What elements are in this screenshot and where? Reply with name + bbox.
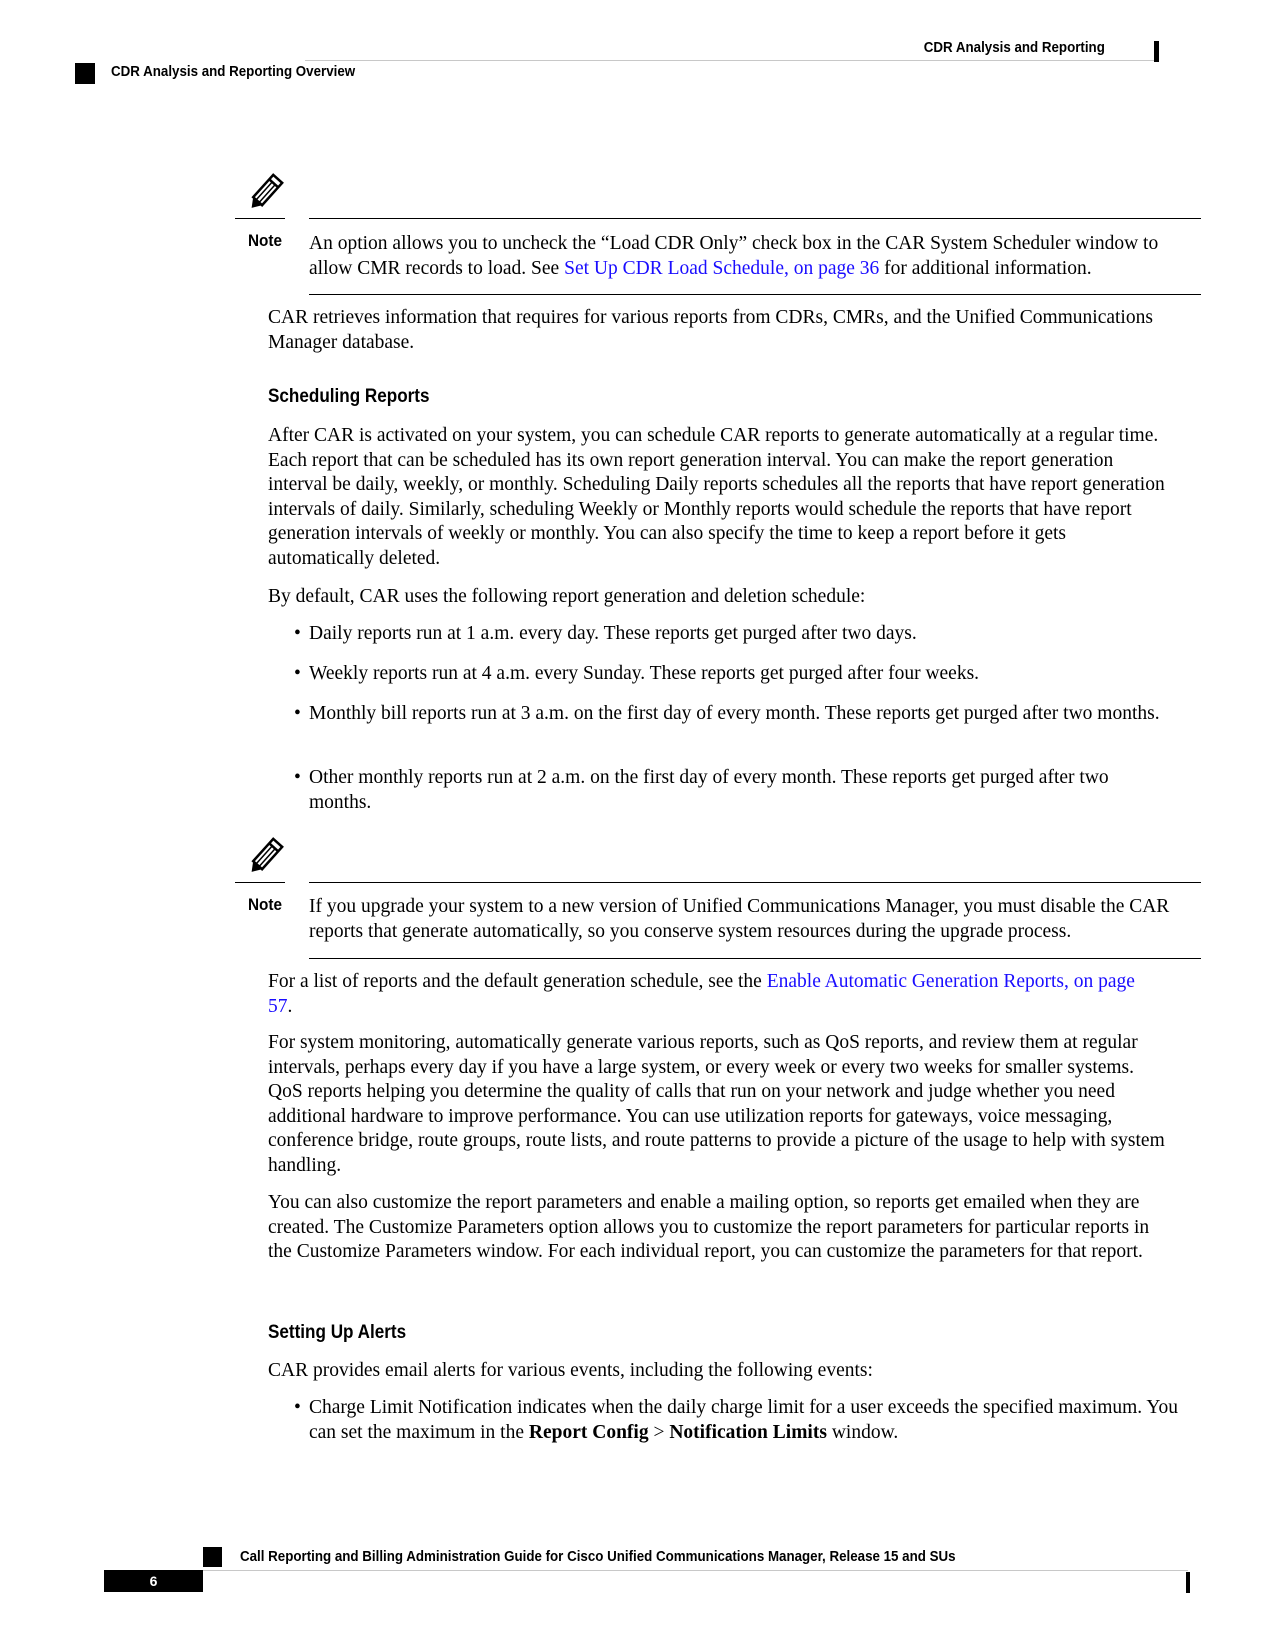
header-rule (305, 60, 1154, 61)
list-item-text: Daily reports run at 1 a.m. every day. These reports get purged after two days. (309, 623, 917, 644)
menu-separator: > (648, 1421, 670, 1443)
list-item-text: Other monthly reports run at 2 a.m. on the first day of every month. These reports get purged after two months. (309, 767, 1109, 813)
system-monitoring-paragraph: For system monitoring, automatically generate various reports, such as QoS reports, and review them at regular intervals, perhaps every day if you have a large system, or every week or every two weeks for smaller systems. QoS reports helping you determine the quality of calls that run on your network and judge whether you need additional hardware to improve performance. You can use utilization reports for gateways, voice messaging, conference bridge, route groups, route lists, and route patterns to provide a picture of the usage to help with system handling. (268, 1032, 1165, 1176)
note-top-rule (309, 218, 1201, 219)
note-label: Note (248, 231, 283, 250)
scheduling-paragraph-1: After CAR is activated on your system, you can schedule CAR reports to generate automatically at a regular time. Each report that can be scheduled has its own report generation interval. You can make the report generation interval be daily, weekly, or monthly. Scheduling Daily reports schedules all the reports that have report generation intervals of daily. Similarly, scheduling Weekly or Monthly reports would schedule the reports that have report generation intervals of weekly or monthly. You can also specify the time to keep a report before it gets automatically deleted. (268, 425, 1165, 569)
list-item-text: Weekly reports run at 4 a.m. every Sunday. These reports get purged after four weeks. (309, 663, 980, 684)
section-heading-scheduling-reports: Scheduling Reports (268, 386, 430, 407)
notification-limits-menu-label: Notification Limits (669, 1421, 827, 1443)
list-item-text (294, 1396, 1184, 1445)
report-config-menu-label: Report Config (528, 1421, 649, 1443)
header-bar-marker (1154, 41, 1159, 62)
alerts-paragraph: CAR provides email alerts for various events, including the following events: (268, 1360, 873, 1381)
charge-limit-text: Charge Limit Notification indicates when the daily charge limit for a user exceeds the specified maximum. You can set the maximum in the (309, 1397, 1178, 1443)
scheduling-paragraph-2: By default, CAR uses the following report generation and deletion schedule: (268, 586, 866, 607)
charge-limit-text-end: window. (826, 1421, 899, 1443)
footer-rule (203, 1570, 1188, 1571)
report-list-text-end: . (287, 995, 293, 1017)
footer-square-marker (203, 1547, 222, 1567)
note-icon-rule (235, 218, 285, 219)
list-item: • Weekly reports run at 4 a.m. every Sunday. These reports get purged after four weeks. (294, 662, 1164, 687)
note-text: If you upgrade your system to a new version of Unified Communications Manager, you must disable the CAR reports that generate automatically, so you conserve system resources during the upgrade process. (309, 896, 1170, 942)
customize-parameters-paragraph: You can also customize the report parameters and enable a mailing option, so reports get emailed when they are created. The Customize Parameters option allows you to customize the report parameters for particular reports in the Customize Parameters window. For each individual report, you can customize the parameters for that report. (268, 1192, 1150, 1262)
list-item-text: Monthly bill reports run at 3 a.m. on the first day of every month. These reports get purged after two months. (309, 703, 1160, 724)
note-text (309, 232, 1204, 281)
note-label: Note (248, 895, 283, 914)
note-text-line1: An option allows you to uncheck the “Load CDR Only” check box in the CAR System Scheduler window to (309, 233, 1159, 254)
running-header-chapter: CDR Analysis and Reporting (923, 40, 1105, 56)
note-icon-rule (235, 882, 285, 883)
header-square-marker (75, 63, 95, 84)
report-list-text: For a list of reports and the default generation schedule, see the (268, 971, 767, 992)
list-item: • Daily reports run at 1 a.m. every day. These reports get purged after two days. (294, 622, 1164, 647)
set-up-cdr-load-schedule-link[interactable]: Set Up CDR Load Schedule, on page 36 (564, 257, 880, 279)
list-item: • Monthly bill reports run at 3 a.m. on the first day of every month. These reports get purged after two months. (294, 702, 1164, 727)
pencil-icon (244, 172, 286, 214)
page-number: 6 (104, 1570, 203, 1592)
list-item: • Charge Limit Notification indicates when the daily charge limit for a user exceeds the specified maximum. You can set the maximum in the Report Config > Notification Limits window. (294, 1396, 1184, 1445)
note-bottom-rule (309, 958, 1201, 959)
note-bottom-rule (309, 294, 1201, 295)
note-text-line2-pre: allow CMR records to load. See (309, 257, 565, 279)
note-top-rule (309, 882, 1201, 883)
enable-automatic-generation-reports-link[interactable]: Enable Automatic Generation Reports, on page 57 (268, 971, 1135, 1017)
note-text-line2-post: for additional information. (879, 257, 1092, 279)
pencil-icon (244, 836, 286, 878)
footer-book-title: Call Reporting and Billing Administration Guide for Cisco Unified Communications Manager, Release 15 and SUs (240, 1549, 956, 1565)
list-item: • Other monthly reports run at 2 a.m. on the first day of every month. These reports get purged after two months. (294, 766, 1164, 815)
running-header-section: CDR Analysis and Reporting Overview (111, 64, 356, 80)
footer-bar-marker (1186, 1572, 1190, 1593)
section-heading-setting-up-alerts: Setting Up Alerts (268, 1322, 407, 1343)
intro-paragraph: CAR retrieves information that requires for various reports from CDRs, CMRs, and the Unified Communications Manager database. (268, 307, 1153, 353)
report-list-paragraph (268, 970, 1148, 1019)
